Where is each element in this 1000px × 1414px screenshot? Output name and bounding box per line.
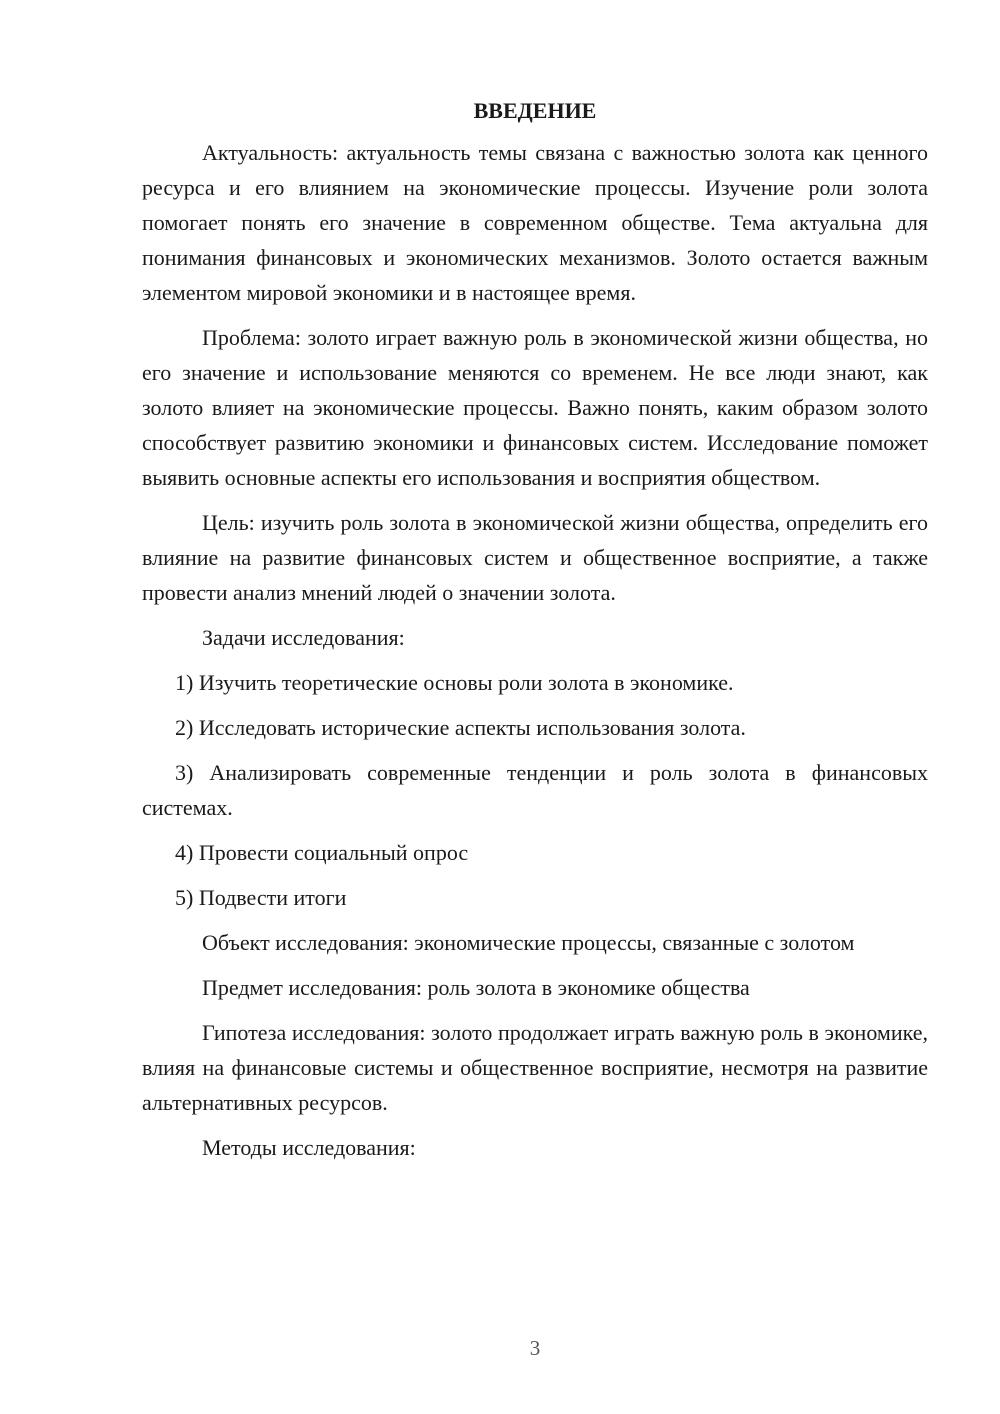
task-item: 4) Провести социальный опрос — [175, 840, 469, 865]
relevance-paragraph: Актуальность: актуальность темы связана с важностью золота как ценного ресурса и его влиянием на экономические процессы. Изучение роли золота помогает понять его значение в современном обществе. Тема актуальна для понимания финансовых и экономических механизмов. Золото остается важным элементом мировой экономики и в настоящее время. — [142, 140, 928, 305]
problem-paragraph: Проблема: золото играет важную роль в экономической жизни общества, но его значение и использование меняются со временем. Не все люди знают, как золото влияет на экономические процессы. Важно понять, каким образом золото способствует развитию экономики и финансовых систем. Исследование поможет выявить основные аспекты его использования и восприятия обществом. — [142, 325, 928, 490]
task-item: 1) Изучить теоретические основы роли золота в экономике. — [175, 670, 734, 695]
subject-paragraph: Предмет исследования: роль золота в экономике общества — [202, 975, 750, 1000]
task-item: 5) Подвести итоги — [175, 885, 347, 910]
tasks-heading: Задачи исследования: — [202, 625, 405, 650]
task-item: 3) Анализировать современные тенденции и роль золота в финансовых системах. — [142, 760, 928, 820]
page-number: 3 — [529, 1336, 541, 1360]
task-item: 2) Исследовать исторические аспекты использования золота. — [175, 715, 746, 740]
methods-paragraph: Методы исследования: — [202, 1135, 416, 1160]
page-content — [142, 92, 928, 1175]
hypothesis-paragraph: Гипотеза исследования: золото продолжает играть важную роль в экономике, влияя на финансовые системы и общественное восприятие, несмотря на развитие альтернативных ресурсов. — [142, 1020, 928, 1115]
goal-paragraph: Цель: изучить роль золота в экономической жизни общества, определить его влияние на развитие финансовых систем и общественное восприятие, а также провести анализ мнений людей о значении золота. — [142, 510, 928, 605]
object-paragraph: Объект исследования: экономические процессы, связанные с золотом — [202, 930, 855, 955]
section-heading: ВВЕДЕНИЕ — [473, 98, 597, 123]
